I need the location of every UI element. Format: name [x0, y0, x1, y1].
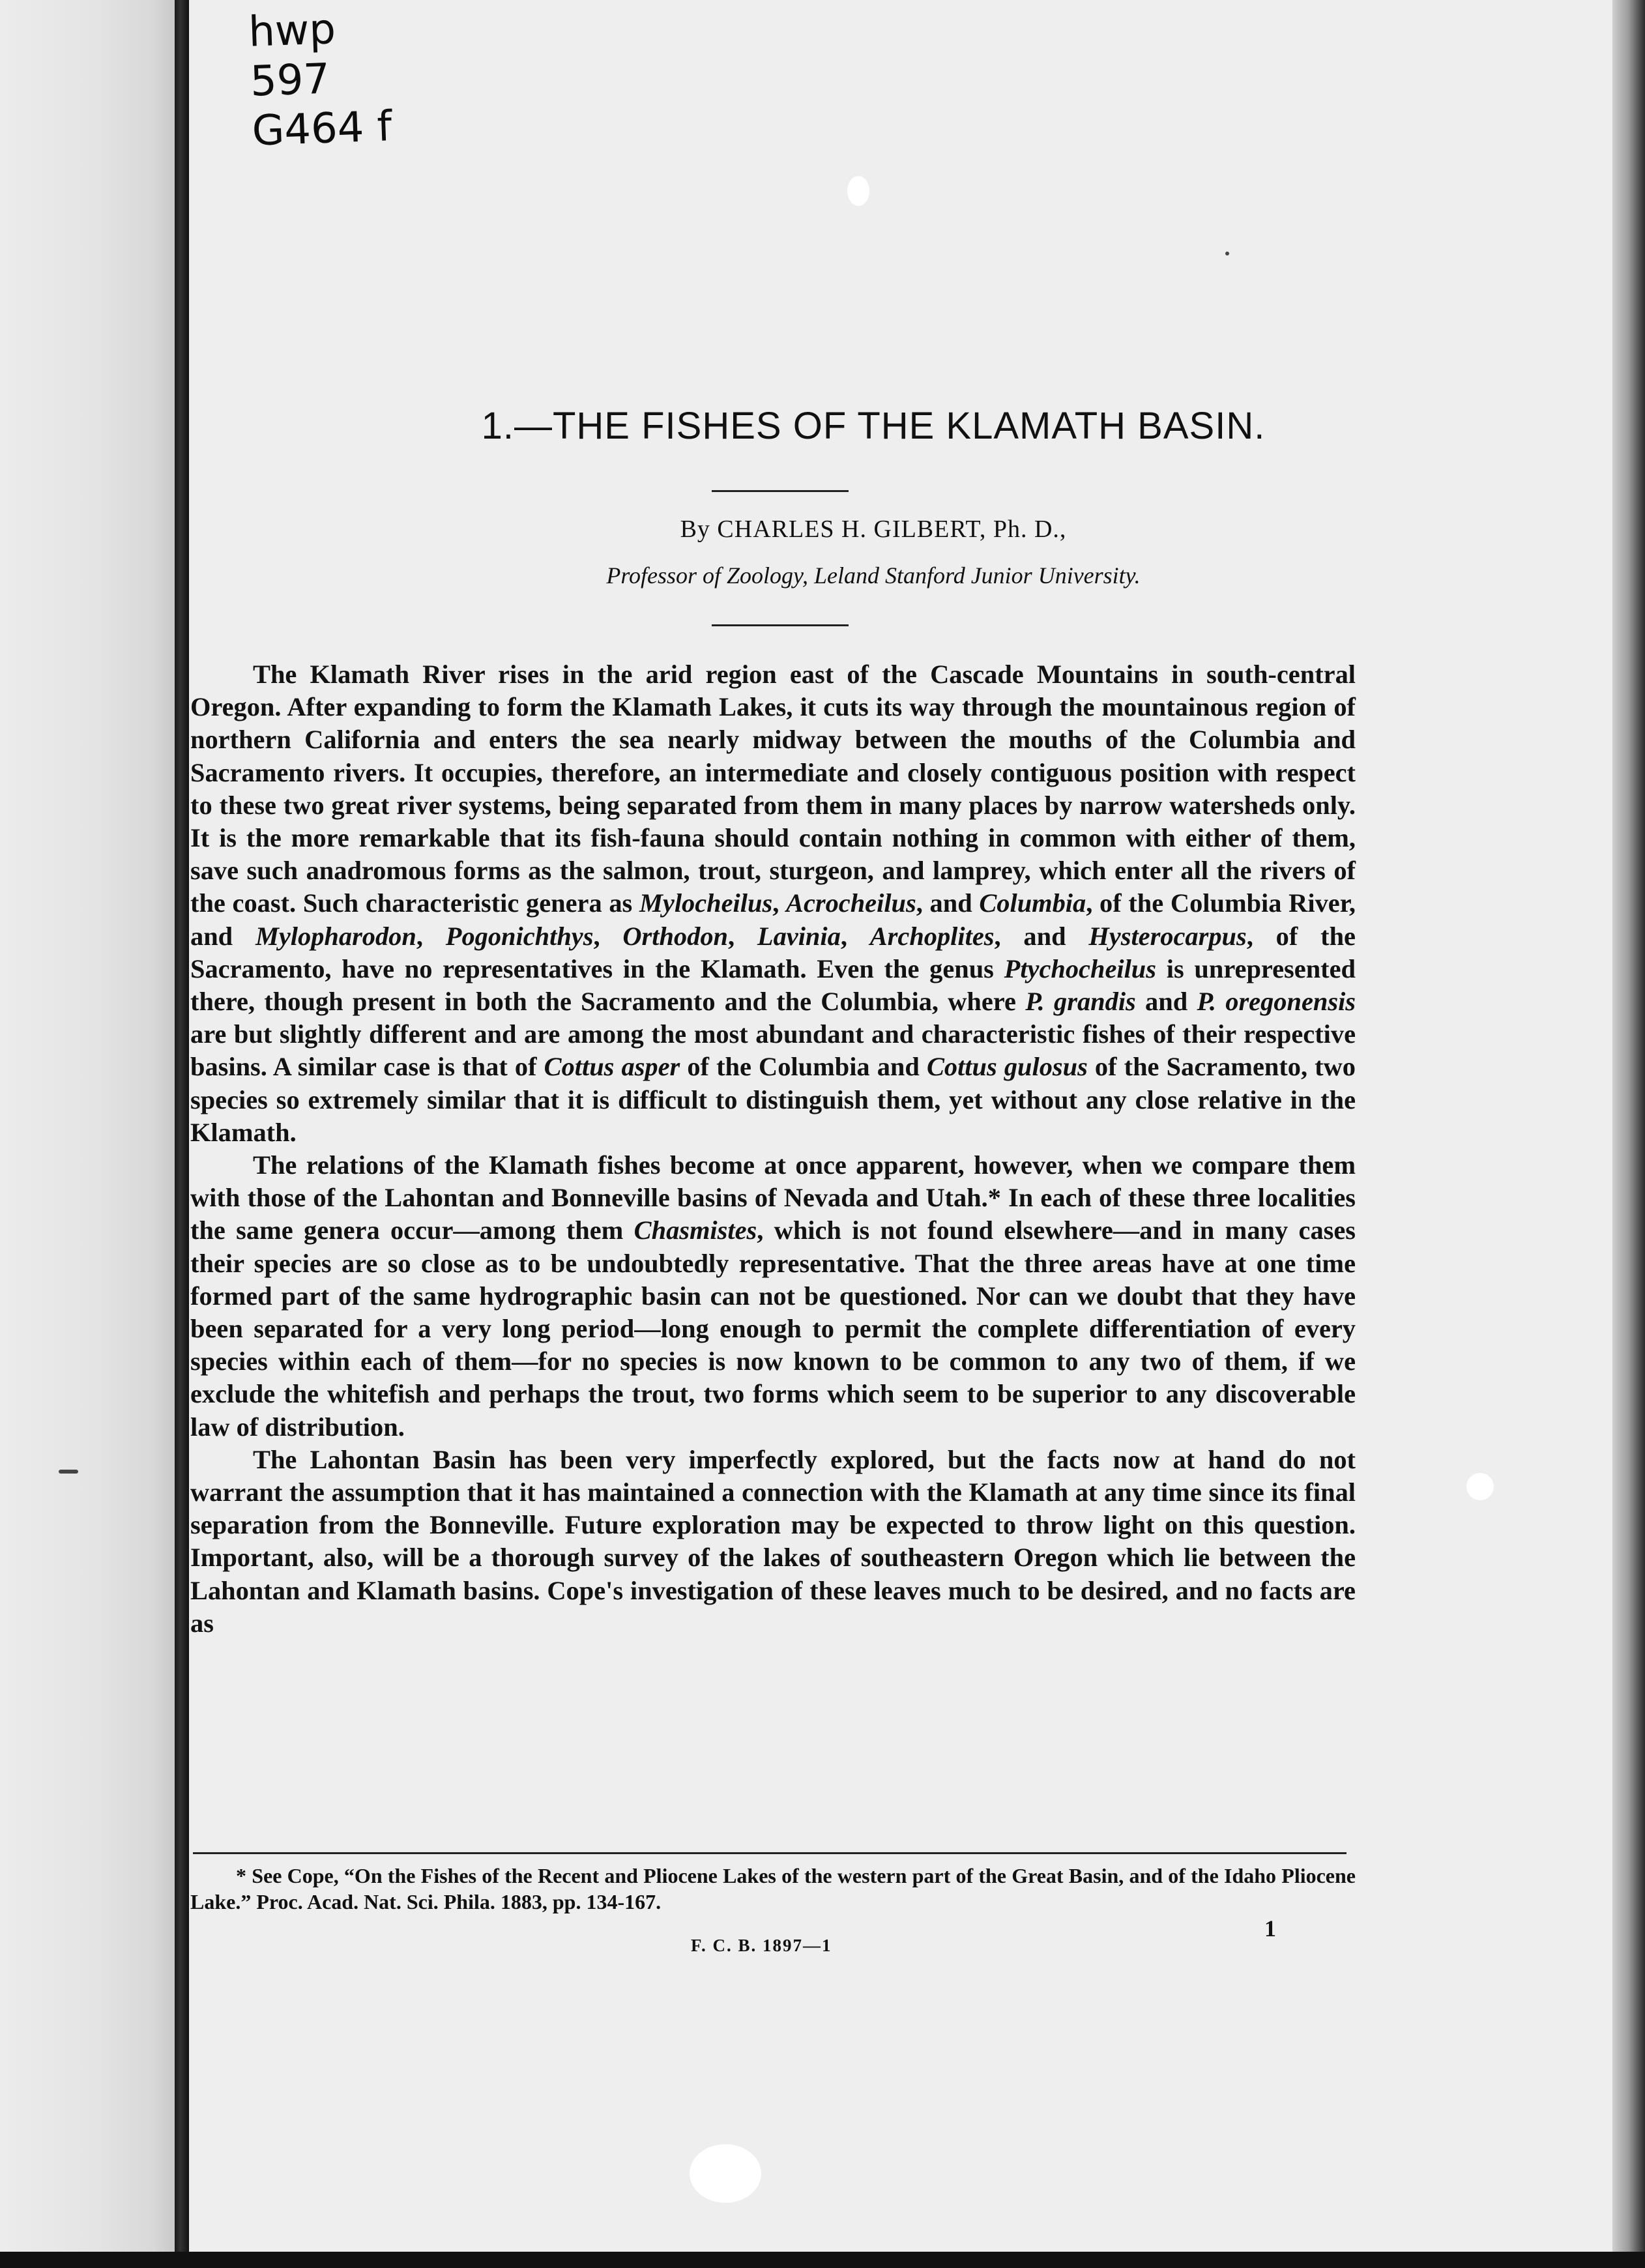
italic-term: P. grandis	[1025, 987, 1136, 1017]
signature-mark: F. C. B. 1897—1	[691, 1936, 832, 1955]
byline-divider	[712, 624, 849, 626]
italic-term: Mylocheilus	[639, 888, 773, 918]
footnote: * See Cope, “On the Fishes of the Recent and Pliocene Lakes of the western part of the Great Basin, and of the Idaho Pliocene Lake.” Proc. Acad. Nat. Sci. Phila. 1883, pp. 134-167.	[190, 1864, 1356, 1913]
text-run: ,	[840, 921, 870, 951]
text-run: ,	[416, 921, 446, 951]
title-divider	[712, 490, 849, 492]
scan-border	[0, 2252, 1645, 2268]
italic-term: Columbia	[979, 888, 1086, 918]
text-run: ,	[727, 921, 757, 951]
italic-term: Cottus gulosus	[926, 1052, 1088, 1082]
text-run: ,	[593, 921, 623, 951]
italic-term: Archoplites	[869, 921, 995, 951]
body-paragraph	[190, 658, 1356, 1149]
text-run: are but slightly different and are among the most abundant and characteristic fishes of their respective basins. A similar case is that of	[190, 1019, 1356, 1082]
text-run: , and	[994, 921, 1089, 951]
italic-term: Ptychocheilus	[1004, 953, 1156, 983]
text-run: The Lahontan Basin has been very imperfectly explored, but the facts now at hand do not warrant the assumption that it has maintained a connection with the Klamath at any time since its final separation from the Bonneville. Future exploration may be expected to throw light on this question. Important, also, will be a thorough survey of the lakes of southeastern Oregon which lie between the Lahontan and Klamath basins. Cope's investigation of these leaves much to be desired, and no facts are as	[190, 1444, 1356, 1638]
page-edge-shadow	[1612, 0, 1645, 2268]
body-paragraph	[190, 1444, 1356, 1640]
page-gutter	[0, 0, 175, 2268]
text-run: of the Columbia and	[680, 1052, 927, 1082]
author-byline: By CHARLES H. GILBERT, Ph. D.,	[680, 516, 1067, 543]
italic-term: Orthodon	[622, 921, 728, 951]
article-body	[190, 658, 1356, 1640]
handwritten-line: G464 f	[251, 102, 393, 156]
text-run: ,	[772, 888, 786, 918]
binding-spine	[175, 0, 189, 2268]
text-run: , and	[916, 888, 980, 918]
handwritten-line: hwp	[248, 5, 337, 57]
footnote-divider	[193, 1852, 1347, 1854]
text-run: of the Sacramento, two species so extremely similar that it is difficult to distinguish them, yet without any close relative in the Klamath.	[190, 1052, 1356, 1147]
article-title: 1.—THE FISHES OF THE KLAMATH BASIN.	[481, 405, 1266, 447]
handwritten-line: 597	[249, 55, 331, 106]
text-run: , which is not found elsewhere—and in many cases their species are so close as to be undoubtedly representative. That the three areas have at one time formed part of the same hydrographic basin can not be questioned. Nor can we doubt that they have been separated for a very long period—long enough to permit the complete differentiation of every species within each of them—for no species is now known to be common to any two of them, if we exclude the whitefish and perhaps the trout, two forms which seem to be superior to any discoverable law of distribution.	[190, 1215, 1356, 1442]
text-run: is unrepresented there, though present in both the Sacramento and the Columbia, where	[190, 953, 1356, 1017]
text-run: The relations of the Klamath fishes become at once apparent, however, when we compare them with those of the Lahontan and Bonneville basins of Nevada and Utah.* In each of these three localities the same genera occur—among them	[190, 1150, 1356, 1245]
page-number: 1	[1264, 1915, 1276, 1941]
italic-term: Mylopharodon	[255, 921, 416, 951]
italic-term: P. oregonensis	[1197, 987, 1356, 1017]
text-run: and	[1135, 987, 1197, 1017]
handwritten-call-number	[248, 3, 392, 156]
text-run: , of the Sacramento, have no representatives in the Klamath. Even the genus	[190, 921, 1356, 983]
italic-term: Cottus asper	[544, 1052, 680, 1082]
author-affiliation: Professor of Zoology, Leland Stanford Junior University.	[606, 562, 1141, 589]
body-paragraph	[190, 1149, 1356, 1444]
italic-term: Pogonichthys	[445, 921, 594, 951]
text-run: The Klamath River rises in the arid region east of the Cascade Mountains in south-central Oregon. After expanding to form the Klamath Lakes, it cuts its way through the mountainous region of northern California and enters the sea nearly midway between the mouths of the Columbia and Sacramento rivers. It occupies, therefore, an intermediate and closely contiguous position with respect to these two great river systems, being separated from them in many places by narrow watersheds only. It is the more remarkable that its fish-fauna should contain nothing in common with either of them, save such anadromous forms as the salmon, trout, sturgeon, and lamprey, which enter all the rivers of the coast. Such characteristic genera as	[190, 660, 1356, 918]
italic-term: Chasmistes	[633, 1215, 757, 1245]
italic-term: Acrocheilus	[786, 888, 916, 918]
italic-term: Lavinia	[757, 921, 841, 951]
italic-term: Hysterocarpus	[1088, 921, 1247, 951]
text-run: , of the Columbia River, and	[190, 888, 1356, 951]
